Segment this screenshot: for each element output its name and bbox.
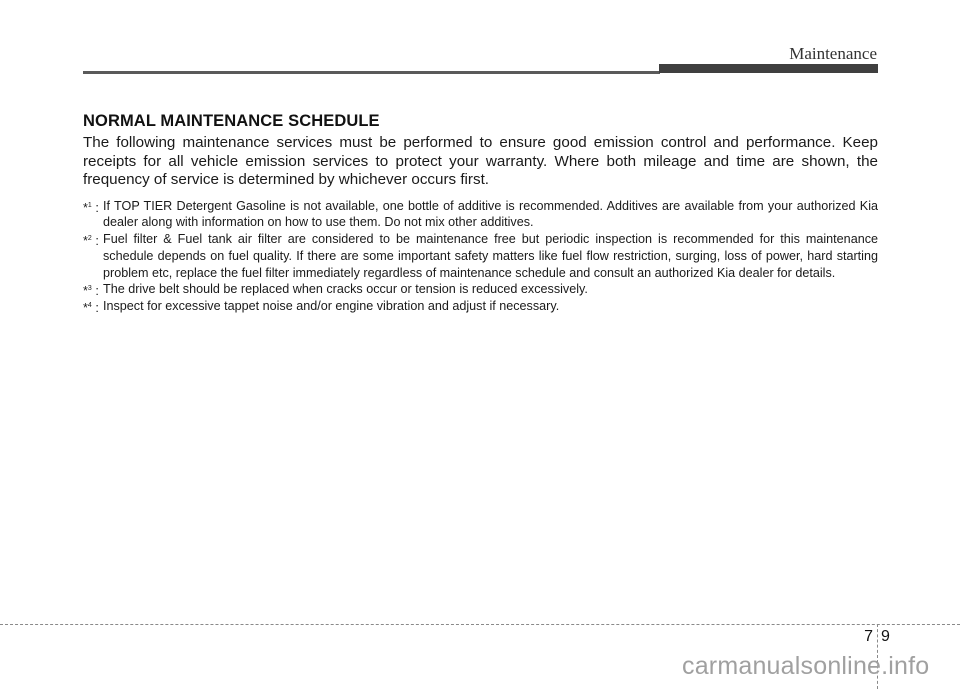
header-accent-bar bbox=[659, 64, 878, 73]
footnote-1 bbox=[83, 198, 878, 232]
chapter-title: Maintenance bbox=[789, 44, 877, 63]
intro-paragraph: The following maintenance services must be performed to ensure good emission control and performance. Keep receipts for all vehicle emission services to protect your warranty. Where both mileage and time are shown, the frequency of service is determined by whichever occurs first. bbox=[83, 134, 878, 188]
footnote-marker: *$^1$ : bbox=[83, 200, 99, 215]
footnote-2 bbox=[83, 231, 878, 281]
page-number: 9 bbox=[881, 628, 890, 645]
watermark-text: carmanualsonline.info bbox=[682, 652, 930, 680]
footnote-4 bbox=[83, 298, 878, 315]
chapter-number: 7 bbox=[864, 628, 873, 645]
footnote-3 bbox=[83, 281, 878, 298]
footnote-text: The drive belt should be replaced when cracks occur or tension is reduced excessively. bbox=[103, 282, 588, 297]
footnotes-list bbox=[83, 198, 878, 316]
footer-dashed-rule bbox=[0, 624, 960, 625]
footnote-marker: *$^3$ : bbox=[83, 284, 99, 299]
footnote-marker: *$^2$ : bbox=[83, 234, 99, 249]
footnote-text: Inspect for excessive tappet noise and/or engine vibration and adjust if necessary. bbox=[103, 299, 560, 314]
header-rule bbox=[83, 71, 660, 74]
section-heading: NORMAL MAINTENANCE SCHEDULE bbox=[83, 112, 380, 130]
footnote-text: If TOP TIER Detergent Gasoline is not available, one bottle of additive is recommended. Additives are available from your authorized Kia dealer along with information on how to use them. Do not mix other additives. bbox=[103, 198, 878, 230]
footnote-text: Fuel filter & Fuel tank air filter are considered to be maintenance free but periodic inspection is recommended for this maintenance schedule depends on fuel quality. If there are some important safety matters like fuel flow restriction, surging, loss of power, hard starting problem etc, replace the fuel filter immediately regardless of maintenance schedule and consult an authorized Kia dealer for details. bbox=[103, 232, 878, 280]
footnote-marker: *$^4$ : bbox=[83, 301, 99, 316]
main-content bbox=[83, 112, 878, 315]
